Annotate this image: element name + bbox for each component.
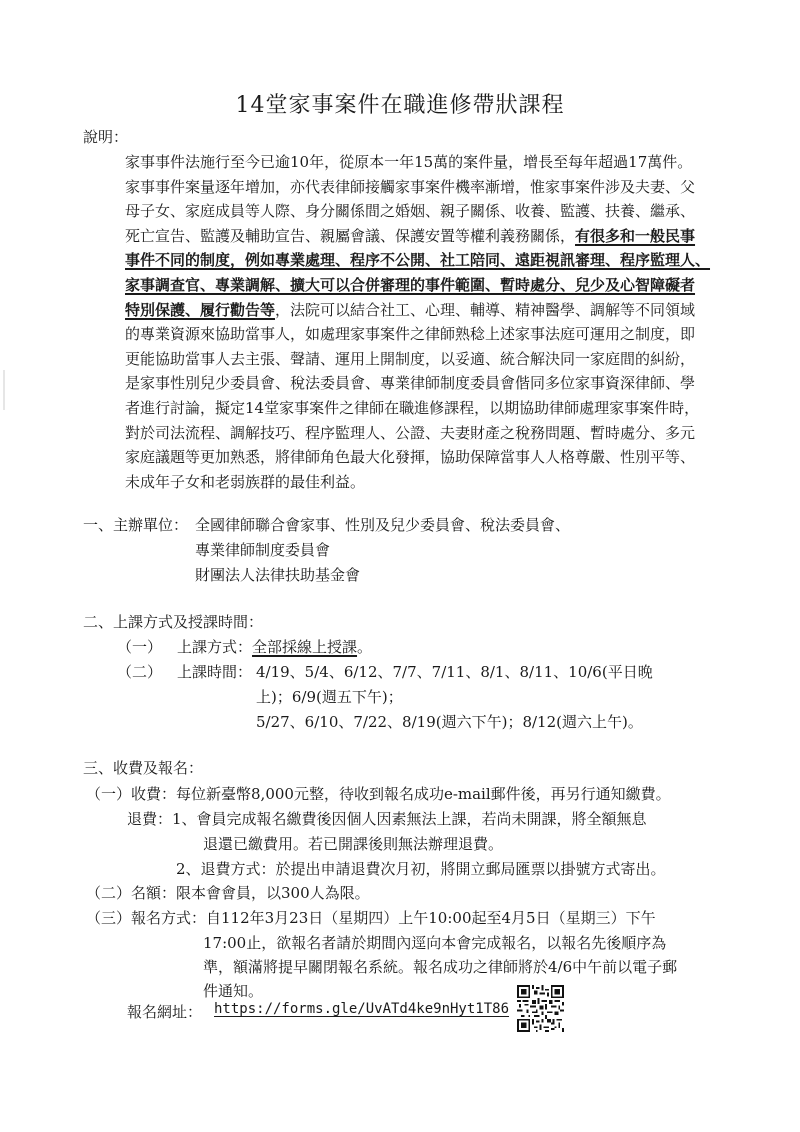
refund-line: 退費：1、會員完成報名繳費後因個人因素無法上課，若尚未開課，將全額無息: [127, 810, 647, 828]
intro-line: 未成年子女和老弱族群的最佳利益。: [125, 472, 366, 491]
class-mode-end: 。: [357, 638, 373, 656]
intro-line: 對於司法流程、調解技巧、程序監理人、公證、夫妻財產之稅務問題、暫時處分、多元: [125, 423, 696, 442]
intro-underlined-line: 家事調查官、專業調解、擴大可以合併審理的事件範圍、暫時處分、兒少及心智障礙者: [125, 275, 696, 294]
qr-code-icon[interactable]: [517, 985, 564, 1032]
refund-line: 退還已繳費用。若已開課後則無法辦理退費。: [203, 835, 504, 853]
organizer-line: 專業律師制度委員會: [195, 541, 331, 559]
intro-text: 死亡宣告、監護及輔助宣告、親屬會議、保護安置等權利義務關係，: [125, 226, 576, 245]
class-mode-value: 全部採線上授課: [252, 638, 358, 656]
intro-line: 家事事件法施行至今已逾10年，從原本一年15萬的案件量，增長至每年超過17萬件。: [125, 153, 693, 171]
intro-line: 母子女、家庭成員等人際、身分關係間之婚姻、親子關係、收養、監護、扶養、繼承、: [125, 202, 696, 221]
scan-artifact: [3, 370, 5, 410]
class-time-line: 5/27、6/10、7/22、8/19(週六下午)；8/12(週六上午)。: [256, 713, 643, 731]
intro-line: 者進行討論，擬定14堂家事案件之律師在職進修課程，以期協助律師處理家事案件時，: [125, 398, 700, 417]
registration-line: 準，額滿將提早關閉報名系統。報名成功之律師將於4/6中午前以電子郵: [203, 958, 678, 976]
intro-paragraph: [125, 150, 735, 494]
intro-underlined-text: 特別保護、履行勸告等: [125, 300, 276, 319]
registration-line: 17:00止，欲報名者請於期間內逕向本會完成報名，以報名先後順序為: [203, 934, 667, 952]
registration-url-label: 報名網址：: [127, 1003, 203, 1021]
fee-registration-label: 三、收費及報名：: [83, 759, 204, 777]
intro-underlined-text: 有很多和一般民事: [575, 226, 696, 245]
intro-text: ，法院可以結合社工、心理、輔導、精神醫學、調解等不同領域: [275, 300, 696, 319]
refund-line: 2、退費方式：於提出申請退費次月初，將開立郵局匯票以掛號方式寄出。: [176, 860, 666, 878]
schedule-item-number: （一）: [117, 638, 163, 656]
organizer-line: 財團法人法律扶助基金會: [195, 566, 361, 584]
schedule-label: 二、上課方式及授課時間：: [83, 613, 264, 631]
class-time-line: 4/19、5/4、6/12、7/7、7/11、8/1、8/11、10/6(平日晚: [256, 663, 653, 681]
registration-line: （三）報名方式：自112年3月23日（星期四）上午10:00起至4月5日（星期三）下午: [86, 909, 656, 927]
schedule-item-label: [177, 636, 372, 657]
registration-line: 件通知。: [203, 982, 264, 1000]
schedule-item-number: （二）: [117, 663, 163, 681]
intro-underlined-line: 事件不同的制度，例如專業處理、程序不公開、社工陪同、遠距視訊審理、程序監理人、: [125, 251, 711, 270]
fee-line: （一）收費：每位新臺幣8,000元整，待收到報名成功e-mail郵件後，再另行通知繳費。: [86, 785, 671, 803]
quota-line: （二）名額：限本會會員，以300人為限。: [86, 884, 370, 902]
page-title: 14堂家事案件在職進修帶狀課程: [235, 93, 565, 118]
intro-label: 說明：: [83, 128, 129, 146]
registration-url-link[interactable]: https://forms.gle/UvATd4ke9nHyt1T86: [214, 1001, 510, 1017]
intro-line: [125, 298, 735, 323]
organizer-label: 一、主辦單位：: [83, 516, 189, 534]
class-time-line: 上)；6/9(週五下午)；: [256, 688, 403, 706]
intro-line: 家庭議題等更加熟悉，將律師角色最大化發揮，協助保障當事人人格尊嚴、性別平等、: [125, 448, 696, 467]
organizer-line: 全國律師聯合會家事、性別及兒少委員會、稅法委員會、: [195, 516, 571, 534]
intro-line: 更能協助當事人去主張、聲請、運用上開制度，以妥適、統合解決同一家庭間的糾紛，: [125, 349, 696, 368]
intro-line: 是家事性別兒少委員會、稅法委員會、專業律師制度委員會偕同多位家事資深律師、學: [125, 374, 696, 393]
intro-line: [125, 224, 735, 249]
class-time-label: 上課時間：: [177, 663, 253, 681]
intro-line: 的專業資源來協助當事人，如處理家事案件之律師熟稔上述家事法庭可運用之制度，即: [125, 325, 696, 344]
intro-line: 家事事件案量逐年增加，亦代表律師接觸家事案件機率漸增，惟家事案件涉及夫妻、父: [125, 177, 696, 196]
class-mode-label: 上課方式：: [177, 638, 253, 656]
